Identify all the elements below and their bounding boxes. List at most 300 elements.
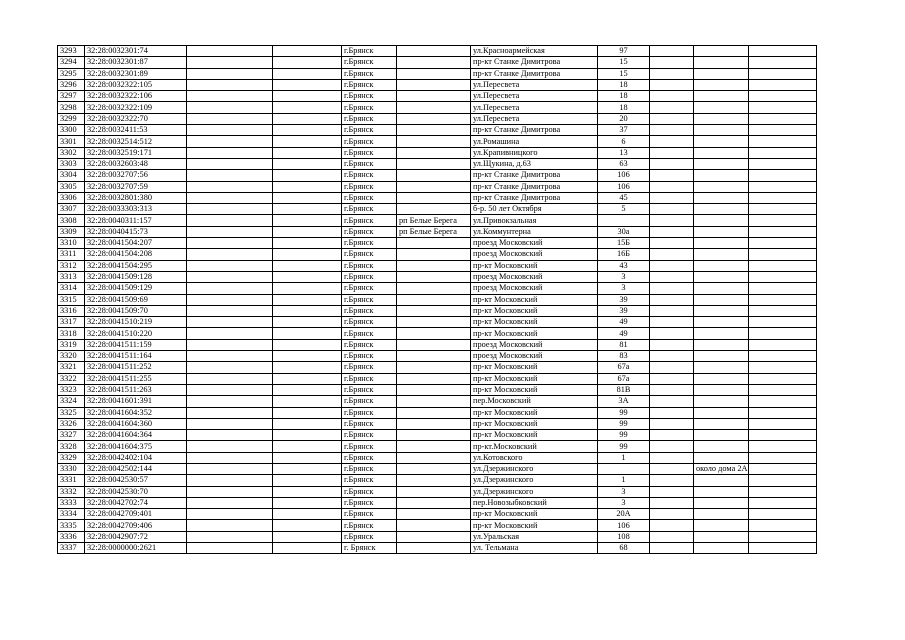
empty-cell [650, 91, 694, 102]
city-cell: г.Брянск [342, 46, 397, 57]
table-row [58, 102, 817, 113]
note-cell: около дома 2А [694, 463, 749, 474]
cadastral-number-cell: 32:28:0041504:295 [85, 260, 187, 271]
settlement-cell [397, 339, 471, 350]
empty-cell [749, 543, 817, 554]
empty-cell [650, 328, 694, 339]
street-cell: пер.Новозыбковский [471, 497, 598, 508]
empty-cell [749, 475, 817, 486]
city-cell: г.Брянск [342, 181, 397, 192]
empty-cell [273, 305, 342, 316]
house-number-cell: 99 [598, 430, 650, 441]
empty-cell [650, 283, 694, 294]
empty-cell [187, 362, 273, 373]
street-cell: пр-кт Станке Димитрова [471, 170, 598, 181]
row-number-cell: 3326 [58, 418, 85, 429]
empty-cell [749, 204, 817, 215]
row-number-cell: 3310 [58, 238, 85, 249]
street-cell: проезд Московский [471, 339, 598, 350]
settlement-cell [397, 407, 471, 418]
note-cell [694, 520, 749, 531]
street-cell: проезд Московский [471, 271, 598, 282]
row-number-cell: 3314 [58, 283, 85, 294]
row-number-cell: 3299 [58, 113, 85, 124]
table-row [58, 430, 817, 441]
city-cell: г.Брянск [342, 238, 397, 249]
empty-cell [273, 136, 342, 147]
empty-cell [749, 294, 817, 305]
cadastral-number-cell: 32:28:0041510:219 [85, 317, 187, 328]
note-cell [694, 147, 749, 158]
empty-cell [273, 57, 342, 68]
empty-cell [650, 430, 694, 441]
street-cell: ул.Щукина, д.63 [471, 158, 598, 169]
empty-cell [273, 463, 342, 474]
row-number-cell: 3308 [58, 215, 85, 226]
city-cell: г.Брянск [342, 215, 397, 226]
settlement-cell [397, 136, 471, 147]
empty-cell [650, 113, 694, 124]
empty-cell [273, 407, 342, 418]
table-row [58, 260, 817, 271]
note-cell [694, 91, 749, 102]
house-number-cell: 30а [598, 226, 650, 237]
settlement-cell [397, 497, 471, 508]
street-cell: ул.Дзержинского [471, 463, 598, 474]
table-row [58, 294, 817, 305]
table-row [58, 238, 817, 249]
house-number-cell: 15Б [598, 238, 650, 249]
empty-cell [749, 79, 817, 90]
settlement-cell [397, 543, 471, 554]
empty-cell [650, 170, 694, 181]
empty-cell [273, 486, 342, 497]
empty-cell [749, 407, 817, 418]
table-row [58, 305, 817, 316]
table-row [58, 249, 817, 260]
city-cell: г.Брянск [342, 430, 397, 441]
note-cell [694, 486, 749, 497]
house-number-cell: 106 [598, 520, 650, 531]
empty-cell [273, 509, 342, 520]
empty-cell [749, 158, 817, 169]
settlement-cell [397, 463, 471, 474]
row-number-cell: 3293 [58, 46, 85, 57]
table-row [58, 351, 817, 362]
empty-cell [273, 226, 342, 237]
note-cell [694, 317, 749, 328]
note-cell [694, 260, 749, 271]
settlement-cell [397, 430, 471, 441]
settlement-cell [397, 328, 471, 339]
empty-cell [273, 102, 342, 113]
street-cell: ул.Уральская [471, 531, 598, 542]
cadastral-number-cell: 32:28:0041509:129 [85, 283, 187, 294]
table-row [58, 283, 817, 294]
empty-cell [187, 305, 273, 316]
settlement-cell [397, 520, 471, 531]
empty-cell [749, 46, 817, 57]
row-number-cell: 3337 [58, 543, 85, 554]
empty-cell [187, 91, 273, 102]
empty-cell [187, 57, 273, 68]
cadastral-number-cell: 32:28:0032707:59 [85, 181, 187, 192]
empty-cell [749, 68, 817, 79]
empty-cell [650, 260, 694, 271]
city-cell: г.Брянск [342, 531, 397, 542]
note-cell [694, 373, 749, 384]
empty-cell [187, 509, 273, 520]
empty-cell [749, 339, 817, 350]
note-cell [694, 113, 749, 124]
house-number-cell: 81 [598, 339, 650, 350]
table-row [58, 452, 817, 463]
empty-cell [749, 384, 817, 395]
empty-cell [749, 283, 817, 294]
empty-cell [650, 351, 694, 362]
street-cell: пр-кт Московский [471, 430, 598, 441]
city-cell: г.Брянск [342, 68, 397, 79]
empty-cell [650, 271, 694, 282]
note-cell [694, 328, 749, 339]
city-cell: г.Брянск [342, 351, 397, 362]
settlement-cell [397, 351, 471, 362]
street-cell: ул.Дзержинского [471, 486, 598, 497]
note-cell [694, 249, 749, 260]
empty-cell [187, 317, 273, 328]
house-number-cell: 20 [598, 113, 650, 124]
settlement-cell [397, 192, 471, 203]
house-number-cell: 13 [598, 147, 650, 158]
row-number-cell: 3317 [58, 317, 85, 328]
house-number-cell: 68 [598, 543, 650, 554]
street-cell: пр-кт Московский [471, 407, 598, 418]
empty-cell [187, 249, 273, 260]
note-cell [694, 531, 749, 542]
empty-cell [749, 181, 817, 192]
cadastral-number-cell: 32:28:0032322:105 [85, 79, 187, 90]
street-cell: пр-кт Станке Димитрова [471, 192, 598, 203]
city-cell: г.Брянск [342, 283, 397, 294]
empty-cell [273, 91, 342, 102]
city-cell: г.Брянск [342, 158, 397, 169]
house-number-cell: 1 [598, 475, 650, 486]
empty-cell [273, 475, 342, 486]
row-number-cell: 3322 [58, 373, 85, 384]
row-number-cell: 3305 [58, 181, 85, 192]
empty-cell [749, 260, 817, 271]
table-row [58, 396, 817, 407]
empty-cell [187, 328, 273, 339]
empty-cell [650, 475, 694, 486]
table-row [58, 271, 817, 282]
empty-cell [187, 68, 273, 79]
empty-cell [650, 463, 694, 474]
cadastral-number-cell: 32:28:0041511:159 [85, 339, 187, 350]
empty-cell [273, 373, 342, 384]
empty-cell [187, 430, 273, 441]
settlement-cell [397, 531, 471, 542]
note-cell [694, 396, 749, 407]
row-number-cell: 3331 [58, 475, 85, 486]
table-row [58, 384, 817, 395]
table-row [58, 181, 817, 192]
empty-cell [650, 238, 694, 249]
empty-cell [749, 486, 817, 497]
settlement-cell [397, 509, 471, 520]
empty-cell [650, 158, 694, 169]
empty-cell [650, 249, 694, 260]
empty-cell [650, 520, 694, 531]
empty-cell [650, 192, 694, 203]
empty-cell [650, 204, 694, 215]
empty-cell [273, 294, 342, 305]
cadastral-number-cell: 32:28:0032301:87 [85, 57, 187, 68]
empty-cell [749, 441, 817, 452]
empty-cell [187, 351, 273, 362]
table-row [58, 497, 817, 508]
empty-cell [187, 452, 273, 463]
cadastral-number-cell: 32:28:0042530:70 [85, 486, 187, 497]
empty-cell [187, 102, 273, 113]
table-row [58, 46, 817, 57]
empty-cell [650, 46, 694, 57]
empty-cell [749, 452, 817, 463]
empty-cell [749, 520, 817, 531]
row-number-cell: 3315 [58, 294, 85, 305]
empty-cell [187, 441, 273, 452]
house-number-cell: 16Б [598, 249, 650, 260]
house-number-cell: 3 [598, 271, 650, 282]
settlement-cell [397, 475, 471, 486]
empty-cell [650, 147, 694, 158]
empty-cell [650, 384, 694, 395]
table-row [58, 509, 817, 520]
street-cell: проезд Московский [471, 249, 598, 260]
cadastral-number-cell: 32:28:0042907:72 [85, 531, 187, 542]
cadastral-number-cell: 32:28:0033303:313 [85, 204, 187, 215]
street-cell: проезд Московский [471, 351, 598, 362]
empty-cell [749, 136, 817, 147]
empty-cell [749, 373, 817, 384]
table-row [58, 463, 817, 474]
cadastral-number-cell: 32:28:0042709:401 [85, 509, 187, 520]
street-cell: проезд Московский [471, 283, 598, 294]
cadastral-number-cell: 32:28:0032411:53 [85, 125, 187, 136]
street-cell: ул.Котовского [471, 452, 598, 463]
street-cell: пр-кт Московский [471, 317, 598, 328]
empty-cell [187, 113, 273, 124]
empty-cell [273, 351, 342, 362]
street-cell: проезд Московский [471, 238, 598, 249]
note-cell [694, 452, 749, 463]
empty-cell [650, 418, 694, 429]
cadastral-number-cell: 32:28:0040311:157 [85, 215, 187, 226]
table-row [58, 543, 817, 554]
note-cell [694, 271, 749, 282]
house-number-cell: 106 [598, 170, 650, 181]
empty-cell [650, 396, 694, 407]
row-number-cell: 3336 [58, 531, 85, 542]
city-cell: г.Брянск [342, 271, 397, 282]
empty-cell [187, 147, 273, 158]
note-cell [694, 181, 749, 192]
cadastral-number-cell: 32:28:0041601:391 [85, 396, 187, 407]
house-number-cell: 3А [598, 396, 650, 407]
table-row [58, 407, 817, 418]
row-number-cell: 3323 [58, 384, 85, 395]
table-row [58, 226, 817, 237]
note-cell [694, 339, 749, 350]
empty-cell [749, 396, 817, 407]
empty-cell [273, 271, 342, 282]
empty-cell [749, 238, 817, 249]
empty-cell [273, 215, 342, 226]
row-number-cell: 3321 [58, 362, 85, 373]
empty-cell [273, 238, 342, 249]
empty-cell [650, 305, 694, 316]
note-cell [694, 294, 749, 305]
row-number-cell: 3309 [58, 226, 85, 237]
house-number-cell: 49 [598, 317, 650, 328]
empty-cell [650, 486, 694, 497]
empty-cell [749, 147, 817, 158]
table-row [58, 441, 817, 452]
empty-cell [749, 305, 817, 316]
note-cell [694, 68, 749, 79]
street-cell: пр-кт Московский [471, 305, 598, 316]
house-number-cell: 45 [598, 192, 650, 203]
table-row [58, 520, 817, 531]
empty-cell [650, 543, 694, 554]
settlement-cell [397, 204, 471, 215]
house-number-cell: 3 [598, 283, 650, 294]
cadastral-number-cell: 32:28:0041604:375 [85, 441, 187, 452]
empty-cell [273, 328, 342, 339]
note-cell [694, 158, 749, 169]
house-number-cell: 81В [598, 384, 650, 395]
house-number-cell: 18 [598, 91, 650, 102]
row-number-cell: 3312 [58, 260, 85, 271]
settlement-cell [397, 396, 471, 407]
settlement-cell [397, 181, 471, 192]
row-number-cell: 3304 [58, 170, 85, 181]
empty-cell [650, 294, 694, 305]
house-number-cell: 15 [598, 57, 650, 68]
empty-cell [187, 271, 273, 282]
house-number-cell: 63 [598, 158, 650, 169]
city-cell: г.Брянск [342, 396, 397, 407]
cadastral-number-cell: 32:28:0042709:406 [85, 520, 187, 531]
empty-cell [273, 452, 342, 463]
empty-cell [273, 520, 342, 531]
city-cell: г.Брянск [342, 204, 397, 215]
table-row [58, 486, 817, 497]
house-number-cell: 37 [598, 125, 650, 136]
empty-cell [749, 57, 817, 68]
table-row [58, 531, 817, 542]
cadastral-number-cell: 32:28:0041604:364 [85, 430, 187, 441]
city-cell: г.Брянск [342, 384, 397, 395]
settlement-cell [397, 294, 471, 305]
empty-cell [650, 339, 694, 350]
city-cell: г.Брянск [342, 260, 397, 271]
house-number-cell: 1 [598, 452, 650, 463]
settlement-cell [397, 373, 471, 384]
settlement-cell [397, 125, 471, 136]
street-cell: пр-кт Московский [471, 509, 598, 520]
street-cell: пр-кт.Московский [471, 441, 598, 452]
row-number-cell: 3297 [58, 91, 85, 102]
empty-cell [749, 91, 817, 102]
row-number-cell: 3325 [58, 407, 85, 418]
city-cell: г.Брянск [342, 79, 397, 90]
city-cell: г.Брянск [342, 305, 397, 316]
cadastral-number-cell: 32:28:0032322:106 [85, 91, 187, 102]
cadastral-number-cell: 32:28:0032514:512 [85, 136, 187, 147]
empty-cell [650, 68, 694, 79]
empty-cell [749, 351, 817, 362]
house-number-cell: 67а [598, 373, 650, 384]
empty-cell [273, 260, 342, 271]
cadastral-number-cell: 32:28:0042402:104 [85, 452, 187, 463]
street-cell: ул.Дзержинского [471, 475, 598, 486]
empty-cell [187, 543, 273, 554]
city-cell: г.Брянск [342, 486, 397, 497]
empty-cell [749, 102, 817, 113]
house-number-cell [598, 463, 650, 474]
row-number-cell: 3318 [58, 328, 85, 339]
house-number-cell: 83 [598, 351, 650, 362]
note-cell [694, 430, 749, 441]
table-row [58, 125, 817, 136]
empty-cell [749, 215, 817, 226]
city-cell: г.Брянск [342, 294, 397, 305]
settlement-cell [397, 91, 471, 102]
empty-cell [273, 158, 342, 169]
empty-cell [187, 294, 273, 305]
house-number-cell: 67а [598, 362, 650, 373]
empty-cell [650, 181, 694, 192]
city-cell: г.Брянск [342, 475, 397, 486]
house-number-cell: 99 [598, 441, 650, 452]
settlement-cell [397, 305, 471, 316]
empty-cell [187, 486, 273, 497]
settlement-cell [397, 68, 471, 79]
city-cell: г.Брянск [342, 317, 397, 328]
city-cell: г.Брянск [342, 373, 397, 384]
street-cell: пр-кт Московский [471, 384, 598, 395]
row-number-cell: 3294 [58, 57, 85, 68]
settlement-cell [397, 418, 471, 429]
empty-cell [650, 362, 694, 373]
city-cell: г.Брянск [342, 192, 397, 203]
street-cell: ул.Пересвета [471, 113, 598, 124]
empty-cell [749, 328, 817, 339]
empty-cell [650, 497, 694, 508]
cadastral-number-cell: 32:28:0041509:69 [85, 294, 187, 305]
table-row [58, 418, 817, 429]
settlement-cell [397, 260, 471, 271]
cadastral-number-cell: 32:28:0041511:164 [85, 351, 187, 362]
house-number-cell: 106 [598, 181, 650, 192]
empty-cell [187, 418, 273, 429]
street-cell: пр-кт Станке Димитрова [471, 57, 598, 68]
house-number-cell: 18 [598, 102, 650, 113]
street-cell: ул.Красноармейская [471, 46, 598, 57]
street-cell: пр-кт Московский [471, 294, 598, 305]
street-cell: пр-кт Станке Димитрова [471, 181, 598, 192]
